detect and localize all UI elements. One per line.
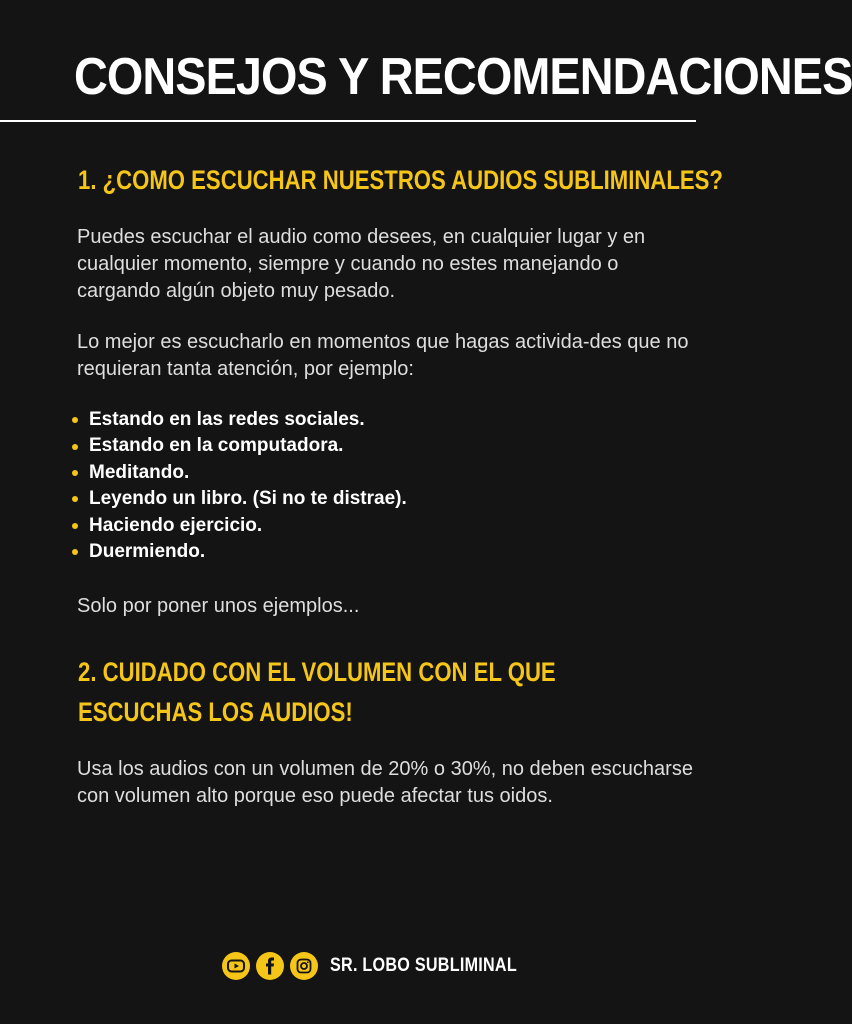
bullet-icon <box>72 470 78 476</box>
brand-name: SR. LOBO SUBLIMINAL <box>330 955 517 976</box>
list-item-text: Haciendo ejercicio. <box>89 514 263 536</box>
bullet-icon <box>72 549 78 555</box>
list-item <box>72 460 407 486</box>
examples-list <box>72 407 407 565</box>
list-item <box>72 539 407 565</box>
footer <box>222 952 550 980</box>
section1-paragraph2: Lo mejor es escucharlo en momentos que hagas activida-des que no requieran tanta atención, por ejemplo: <box>77 331 689 380</box>
bullet-icon <box>72 444 78 450</box>
facebook-icon[interactable] <box>256 952 284 980</box>
section1-paragraph1: Puedes escuchar el audio como desees, en cualquier lugar y en cualquier momento, siempre y cuando no estes manejando o cargando algún objeto muy pesado. <box>77 226 646 302</box>
bullet-icon <box>72 417 78 423</box>
list-item-text: Estando en la computadora. <box>89 435 344 457</box>
title-divider <box>0 120 696 122</box>
list-item-text: Meditando. <box>89 461 190 483</box>
list-item <box>72 407 407 433</box>
bullet-icon <box>72 523 78 529</box>
bullet-icon <box>72 496 78 502</box>
list-item <box>72 486 407 512</box>
list-item <box>72 513 407 539</box>
page-title: CONSEJOS Y RECOMENDACIONES <box>74 48 852 106</box>
youtube-icon[interactable] <box>222 952 250 980</box>
list-item-text: Duermiendo. <box>89 541 206 563</box>
list-item-text: Estando en las redes sociales. <box>89 409 365 430</box>
list-item-text: Leyendo un libro. (Si no te distrae). <box>89 488 407 510</box>
list-item <box>72 433 407 459</box>
section1-closing: Solo por poner unos ejemplos... <box>77 595 360 617</box>
section2-heading: 2. CUIDADO CON EL VOLUMEN CON EL QUE ESCUCHAS LOS AUDIOS! <box>78 657 556 727</box>
section1-heading: 1. ¿COMO ESCUCHAR NUESTROS AUDIOS SUBLIMINALES? <box>78 165 723 195</box>
section2-paragraph: Usa los audios con un volumen de 20% o 30%, no deben escucharse con volumen alto porque eso puede afectar tus oidos. <box>77 758 693 807</box>
instagram-icon[interactable] <box>290 952 318 980</box>
